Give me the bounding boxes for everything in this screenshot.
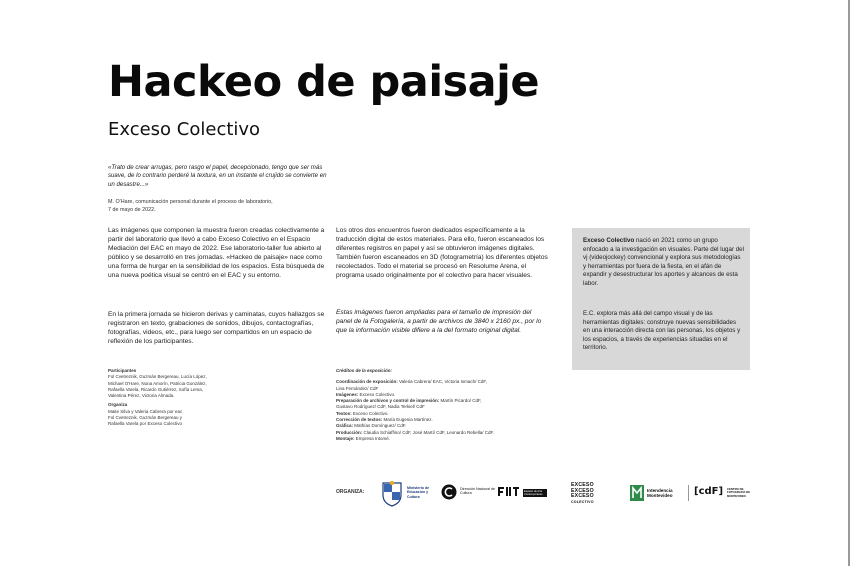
collective-info-box (572, 228, 750, 370)
epigraph-quote: «Trato de crear arrugas, pero rasgo el papel, decepcionado, tengo que ser más suave, de lo contrario perderé la textura, en un instante el crujido se convierte en un desastre...» (108, 164, 327, 188)
collective-name: Exceso Colectivo (583, 237, 635, 244)
collective-info-paragraph-1 (583, 237, 744, 289)
credits-line: Gráfica: Mathías Domínguez/ CdF. (336, 423, 407, 429)
credits-line: Textos: Exceso Colectivo. (336, 410, 389, 416)
participants-block (108, 368, 278, 428)
attribution-line-1: M. O'Hare, comunicación personal durante el proceso de laboratorio, (108, 199, 273, 205)
body-paragraph-1: Las imágenes que componen la muestra fueron creadas colectivamente a partir del laboratorio que llevó a cabo Exceso Colectivo en el Espacio Mediación del EAC en mayo de 2022. Ese laboratorio-taller fue abierto al público y se desarrolló en tres jornadas. «Hackeo de paisaje» nace como una forma de hurgar en la sensibilidad de los espacios. Esta búsqueda de una nueva poética visual se centró en el EAC y su entorno. (108, 227, 325, 279)
credits-line: Producción: Claudia Schiaffino/ CdF, José Martí/ CdF, Leonardo Rebella/ CdF. (336, 429, 495, 435)
eac-logo-text: Espacio de Arte Contemporáneo (523, 489, 547, 497)
cdf-logo-mark: [cdF] (694, 486, 724, 497)
eac-logo (498, 486, 520, 497)
attribution-line-2: 7 de mayo de 2022. (108, 206, 156, 213)
mec-logo-text: Ministerio de Educación y Cultura (407, 486, 430, 499)
collective-description: nació en 2021 como un grupo enfocado a la investigación en visuales. Parte del lugar del vj (videojockey) convencional y explora sus metodologías y herramientas por fuera de la fiesta, en el afán de expandir y desestructurar los aportes y alcances de esta labor. (583, 237, 744, 287)
organiza-line: Maite Silva y Valeria Cabrera por eac (108, 408, 183, 414)
dnc-logo (441, 484, 457, 500)
credits-line: Gustavo Rodríguez/ CdF, Nadia Terkiel/ CdF (336, 404, 425, 410)
exceso-colectivo-logo: EXCESO EXCESO EXCESO COLECTIVO (571, 482, 594, 504)
credits-line: Preparación de archivos y control de impresión: Martín Picardo/ CdF, (336, 398, 482, 404)
credits-line: Imágenes: Exceso Colectivo. (336, 391, 396, 397)
credits-line: Coordinación de exposición: Valeria Cabrera/ EAC, Victoria Ismach/ CdF, (336, 379, 487, 385)
body-paragraph-2: En la primera jornada se hicieron derivas y caminatas, cuyos hallazgos se registraron en texto, grabaciones de sonidos, dibujos, contactografías, fotografías, videos, etc., para luego ser compartidos en un espacio de reflexión de los participantes. (108, 311, 325, 345)
page-subtitle: Exceso Colectivo (108, 119, 261, 140)
mec-shield-logo (381, 481, 403, 507)
logo-divider (688, 485, 689, 501)
dnc-logo-text: Dirección Nacional de Cultura (460, 487, 495, 496)
participants-line: Fol Cvetreznik, Guzmán Bergereau, Lucía López, (108, 374, 207, 380)
body-paragraph-4: Estas imágenes fueron ampliadas para el tamaño de impresión del panel de la Fotogalería, a partir de archivos de 3840 x 2160 px., por lo que la información visible difiere a la del formato original digital. (336, 309, 542, 334)
participants-heading: Participantes (108, 368, 137, 373)
credits-block (336, 368, 536, 442)
participants-line: Rafaella Varela, Ricardo Gutiérrez, Sofía Lema, (108, 386, 203, 392)
credits-heading: Créditos de la exposición: (336, 368, 393, 373)
imm-logo (630, 485, 644, 501)
body-paragraph-3: Los otros dos encuentros fueron dedicados específicamente a la traducción digital de estos materiales. Para ello, fueron escaneados los diferentes registros en papel y así se obtuvieron imágenes digitales. También fueron escaneados en 3D (fotogrametría) los diferentes objetos recolectados. Todo el material se procesó en Resolume Arena, el programa usado originalmente por el colectivo para hacer visuales. (336, 227, 548, 279)
participants-line: Valentina Pérez, Victoria Almada. (108, 393, 175, 399)
credits-line: Corrección de textos: María Eugenia Martínez. (336, 417, 433, 423)
organiza-line: Rafaella Varela por Exceso Colectivo (108, 421, 182, 427)
credits-line: Montaje: Empresa Intomé. (336, 435, 391, 441)
page-title: Hackeo de paisaje (108, 57, 540, 107)
organiza-label: ORGANIZA: (336, 489, 365, 495)
organiza-line: Fol Cvetreznik, Guzmán Bergereau y (108, 415, 183, 421)
organiza-heading: Organiza (108, 402, 128, 408)
collective-info-paragraph-2: E.C. explora más allá del campo visual y de las herramientas digitales: construye nuevas sensibilidades en una interacción directa con las personas, los objetos y los espacios, a través de experiencias situadas en el territorio. (583, 310, 741, 352)
credits-line: Lina Fernández/ CdF (336, 385, 379, 391)
participants-line: Michael O'Hare, Nuna Amorín, Patricia González, (108, 380, 207, 386)
imm-logo-text: Intendencia Montevideo (647, 488, 673, 499)
cdf-logo-text: CENTRO DE FOTOGRAFÍA DE MONTEVIDEO (727, 487, 750, 498)
epigraph-attribution (108, 199, 333, 214)
